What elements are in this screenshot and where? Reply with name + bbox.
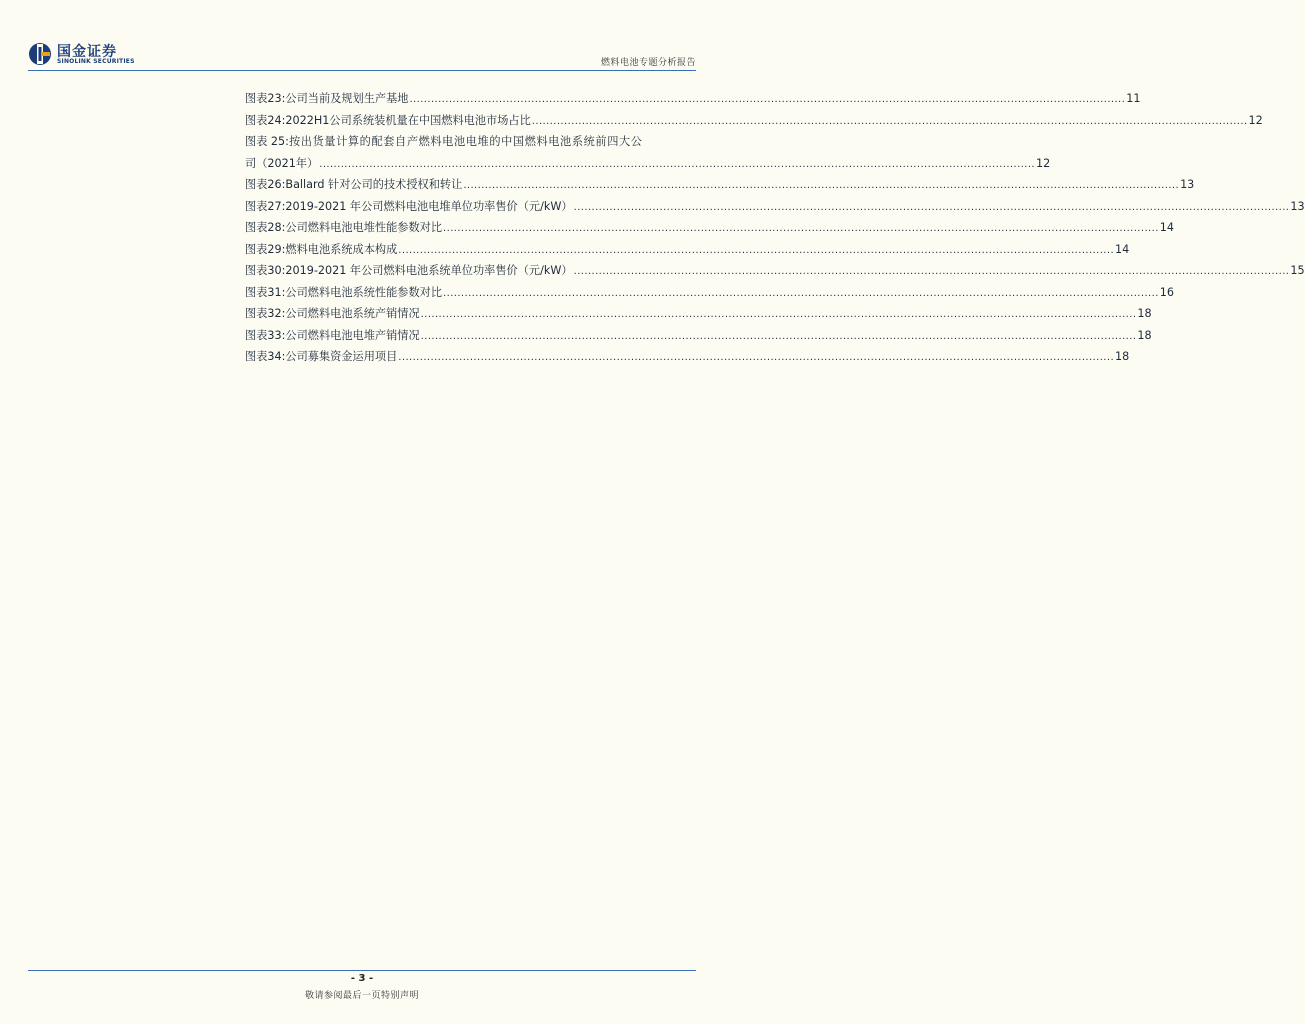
toc-title: 公司当前及规划生产基地 — [285, 92, 409, 105]
logo-chinese-name: 国金证券 — [57, 44, 117, 60]
header-divider — [28, 70, 696, 71]
report-title: 燃料电池专题分析报告 — [600, 58, 696, 68]
toc-label: 图表32: — [245, 307, 286, 320]
toc-page: 13 — [1290, 199, 1305, 213]
toc-label: 图表31: — [245, 285, 286, 299]
toc-leader: ........................................................................................................................................................................................................ — [573, 201, 1290, 213]
sinolink-logo-icon — [28, 42, 52, 66]
toc-entry-continuation[interactable] — [245, 153, 1051, 175]
page-header — [28, 40, 696, 68]
toc-entry[interactable] — [245, 110, 1263, 132]
toc-page: 12 — [1035, 156, 1051, 170]
page-number: - 3 - — [350, 973, 374, 984]
toc-label: 图表28: — [245, 221, 286, 234]
toc-leader: ........................................................................................................................................................................................................ — [573, 266, 1290, 277]
toc-leader: ........................................................................................................................................................................................................ — [398, 352, 1115, 363]
toc-label: 图表29: — [245, 242, 286, 256]
toc-entry[interactable] — [245, 174, 1195, 196]
toc-entry[interactable] — [245, 217, 1175, 239]
toc-title: 公司燃料电池电堆性能参数对比 — [285, 221, 443, 234]
toc-entry[interactable] — [245, 196, 1305, 218]
toc-label: 图表 25: — [245, 135, 289, 148]
toc-label: 图表34: — [245, 350, 286, 363]
toc-leader: ........................................................................................................................................................................................................ — [443, 223, 1159, 234]
toc-label: 图表27: — [245, 199, 286, 213]
toc-title: 按出货量计算的配套自产燃料电池电堆的中国燃料电池系统前四大公 — [288, 135, 643, 148]
toc-leader: ........................................................................................................................................................................................................ — [420, 309, 1137, 320]
toc-title-continued: 司（2021年） — [245, 156, 319, 170]
toc-leader: ........................................................................................................................................................................................................ — [319, 158, 1035, 170]
toc-label: 图表30: — [245, 264, 286, 277]
toc-title: 2019-2021 年公司燃料电池电堆单位功率售价（元/kW） — [285, 199, 573, 213]
toc-entry[interactable] — [245, 260, 1305, 282]
logo-english-name: SINOLINK SECURITIES — [57, 58, 135, 65]
toc-leader: ........................................................................................................................................................................................................ — [420, 330, 1137, 342]
toc-page: 13 — [1180, 178, 1195, 191]
toc-label: 图表26: — [245, 178, 286, 191]
figure-index — [245, 88, 1305, 368]
toc-title: 公司燃料电池系统产销情况 — [285, 307, 420, 320]
toc-leader: ........................................................................................................................................................................................................ — [531, 115, 1248, 127]
toc-entry[interactable] — [245, 303, 1152, 325]
toc-leader: ........................................................................................................................................................................................................ — [443, 287, 1159, 299]
toc-title: 公司募集资金运用项目 — [285, 350, 398, 363]
footer-divider — [28, 970, 696, 971]
toc-page: 11 — [1126, 92, 1141, 105]
toc-page: 14 — [1115, 242, 1130, 256]
toc-title: 2019-2021 年公司燃料电池系统单位功率售价（元/kW） — [285, 264, 573, 277]
toc-leader: ........................................................................................................................................................................................................ — [463, 180, 1180, 191]
toc-leader: ........................................................................................................................................................................................................ — [398, 244, 1115, 256]
toc-entry[interactable] — [245, 325, 1152, 347]
toc-title: 2022H1公司系统装机量在中国燃料电池市场占比 — [285, 113, 531, 127]
toc-entry[interactable] — [245, 88, 1141, 110]
disclaimer-link[interactable]: 敬请参阅最后一页特别声明 — [304, 991, 419, 1001]
toc-label: 图表24: — [245, 113, 286, 127]
toc-entry[interactable] — [245, 131, 685, 153]
toc-page: 15 — [1290, 264, 1305, 277]
toc-page: 12 — [1248, 113, 1263, 127]
toc-label: 图表23: — [245, 92, 286, 105]
toc-title: 公司燃料电池系统性能参数对比 — [285, 285, 443, 299]
toc-page: 16 — [1159, 285, 1175, 299]
toc-page: 18 — [1115, 350, 1130, 363]
toc-leader: ........................................................................................................................................................................................................ — [409, 94, 1126, 105]
toc-page: 18 — [1137, 328, 1152, 342]
toc-label: 图表33: — [245, 328, 286, 342]
toc-entry[interactable] — [245, 282, 1175, 304]
toc-entry[interactable] — [245, 239, 1130, 261]
toc-page: 18 — [1137, 307, 1152, 320]
toc-page: 14 — [1159, 221, 1175, 234]
toc-title: 公司燃料电池电堆产销情况 — [285, 328, 420, 342]
toc-entry[interactable] — [245, 346, 1130, 368]
toc-title: 燃料电池系统成本构成 — [285, 242, 398, 256]
toc-title: Ballard 针对公司的技术授权和转让 — [285, 178, 463, 191]
